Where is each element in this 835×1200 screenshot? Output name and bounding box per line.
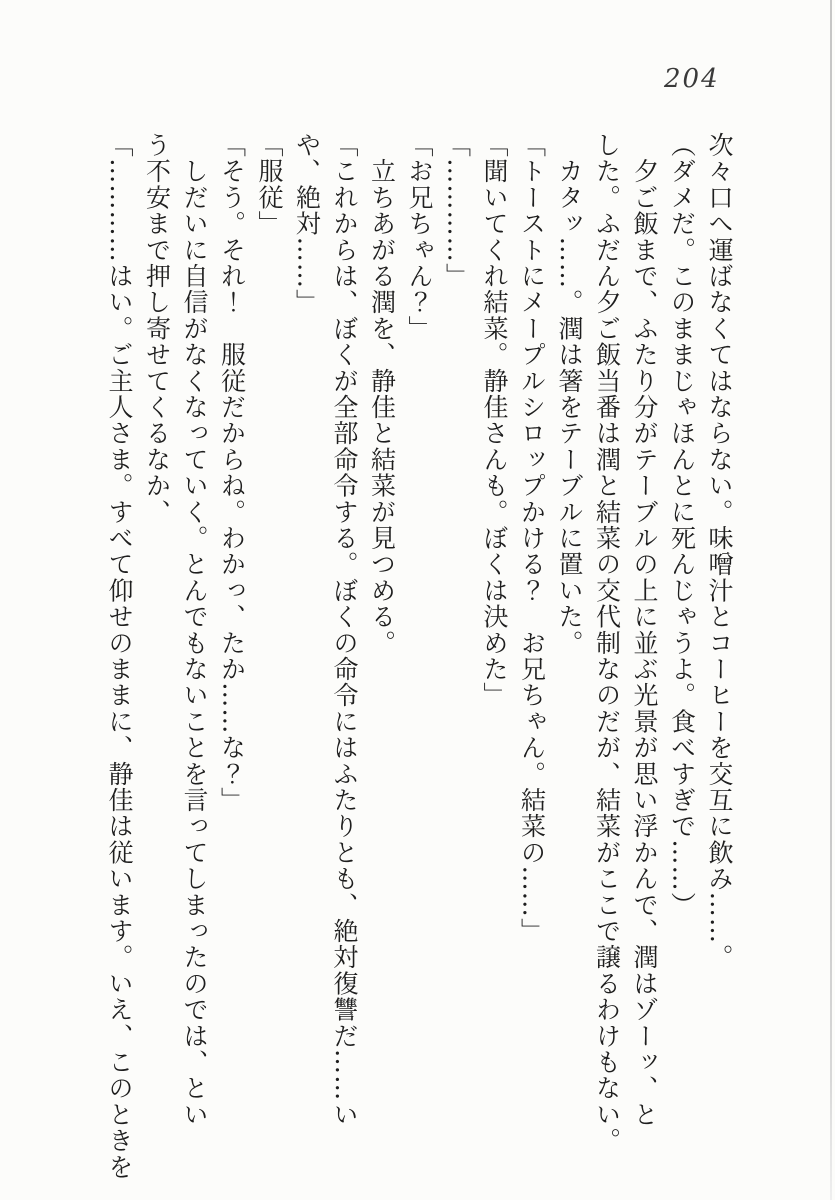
text-line: 「…………はい。ご主人さま。すべて仰せのままに、静佳は従います。いえ、このときを [105,132,134,1180]
text-line: （ダメだ。このままじゃほんとに死んじゃうよ。食べすぎで……） [667,132,697,918]
text-line: 「そう。それ！ 服従だからね。わかっ、たか……な？」 [217,132,247,814]
text-line: カタッ……。潤は箸をテーブルに置いた。 [555,132,584,656]
text-line: う不安まで押し寄せてくるなか、 [142,132,172,525]
text-line: や、絶対……」 [292,132,322,316]
text-line: 「お兄ちゃん？」 [405,132,434,342]
text-line: 「…………」 [442,132,472,290]
text-line: 「服従」 [255,132,284,237]
page-number: 204 [664,64,720,94]
vertical-text-block [101,132,739,1200]
text-line: 「聞いてくれ結菜。静佳さんも。ぼくは決めた」 [480,132,509,709]
text-line: 夕ご飯まで、ふたり分がテーブルの上に並ぶ光景が思い浮かんで、潤はゾーッ、と [630,132,659,1128]
text-line: した。ふだん夕ご飯当番は潤と結菜の交代制なのだが、結菜がここで譲るわけもない。 [592,132,622,1154]
text-line: 立ちあがる潤を、静佳と結菜が見つめる。 [367,132,397,656]
page-edge-line [830,0,832,1200]
text-line: 「これからは、ぼくが全部命令する。ぼくの命令にはふたりとも、絶対復讐だ……い [330,132,359,1128]
text-line: しだいに自信がなくなっていく。とんでもないことを言ってしまったのでは、とい [180,132,209,1128]
text-line: 「トーストにメープルシロップかける？ お兄ちゃん。結菜の……」 [517,132,547,945]
text-line: 次々口へ運ばなくてはならない。味噌汁とコーヒーを交互に飲み……。 [705,132,734,971]
